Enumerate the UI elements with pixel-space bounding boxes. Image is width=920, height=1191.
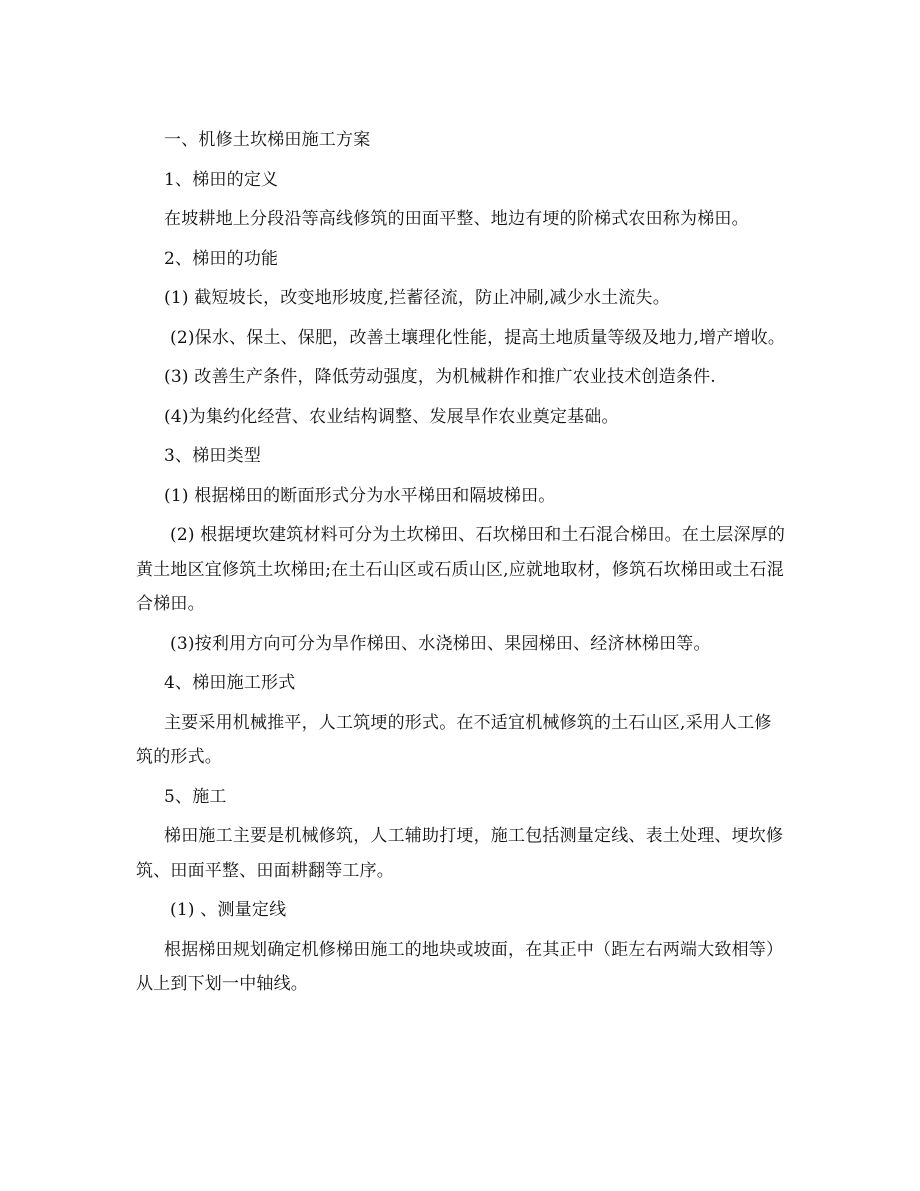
- subsection-heading-survey: (1) 、测量定线: [170, 900, 287, 920]
- type-item-1: (1) 根据梯田的断面形式分为水平梯田和隔坡梯田。: [164, 485, 556, 506]
- paragraph-construction: 梯田施工主要是机械修筑，人工辅助打埂，施工包括测量定线、表土处理、埂坎修筑、田面平整、田面耕翻等工序。: [136, 826, 784, 881]
- function-item-2: (2)保水、保土、保肥，改善土壤理化性能，提高土地质量等级及地力,增产增收。: [170, 327, 786, 348]
- paragraph-survey: 根据梯田规划确定机修梯田施工的地块或坡面，在其正中（距左右两端大致相等）从上到下划一中轴线。: [136, 939, 784, 994]
- paragraph-construction-form: 主要采用机械推平，人工筑埂的形式。在不适宜机械修筑的土石山区,采用人工修筑的形式。: [136, 712, 772, 767]
- document-body: [136, 123, 786, 1002]
- paragraph-definition: 在坡耕地上分段沿等高线修筑的田面平整、地边有埂的阶梯式农田称为梯田。: [164, 209, 749, 229]
- document-title: 一、机修土坎梯田施工方案: [164, 130, 371, 150]
- function-item-4: (4)为集约化经营、农业结构调整、发展旱作农业奠定基础。: [164, 406, 619, 427]
- function-item-1: (1) 截短坡长，改变地形坡度,拦蓄径流，防止冲刷,减少水土流失。: [164, 288, 670, 308]
- type-item-3: (3)按利用方向可分为旱作梯田、水浇梯田、果园梯田、经济林梯田等。: [170, 633, 711, 654]
- section-heading-2: 2、梯田的功能: [164, 248, 279, 269]
- type-item-2: (2) 根据埂坎建筑材料可分为土坎梯田、石坎梯田和土石混合梯田。在土层深厚的黄土地区宜修筑土坎梯田;在土石山区或石质山区,应就地取材，修筑石坎梯田或土石混合梯田。: [136, 525, 786, 614]
- section-heading-5: 5、施工: [164, 786, 227, 807]
- section-heading-1: 1、梯田的定义: [164, 169, 279, 190]
- section-heading-3: 3、梯田类型: [164, 446, 262, 466]
- function-item-3: (3) 改善生产条件，降低劳动强度，为机械耕作和推广农业技术创造条件.: [164, 367, 716, 387]
- section-heading-4: 4、梯田施工形式: [164, 673, 296, 693]
